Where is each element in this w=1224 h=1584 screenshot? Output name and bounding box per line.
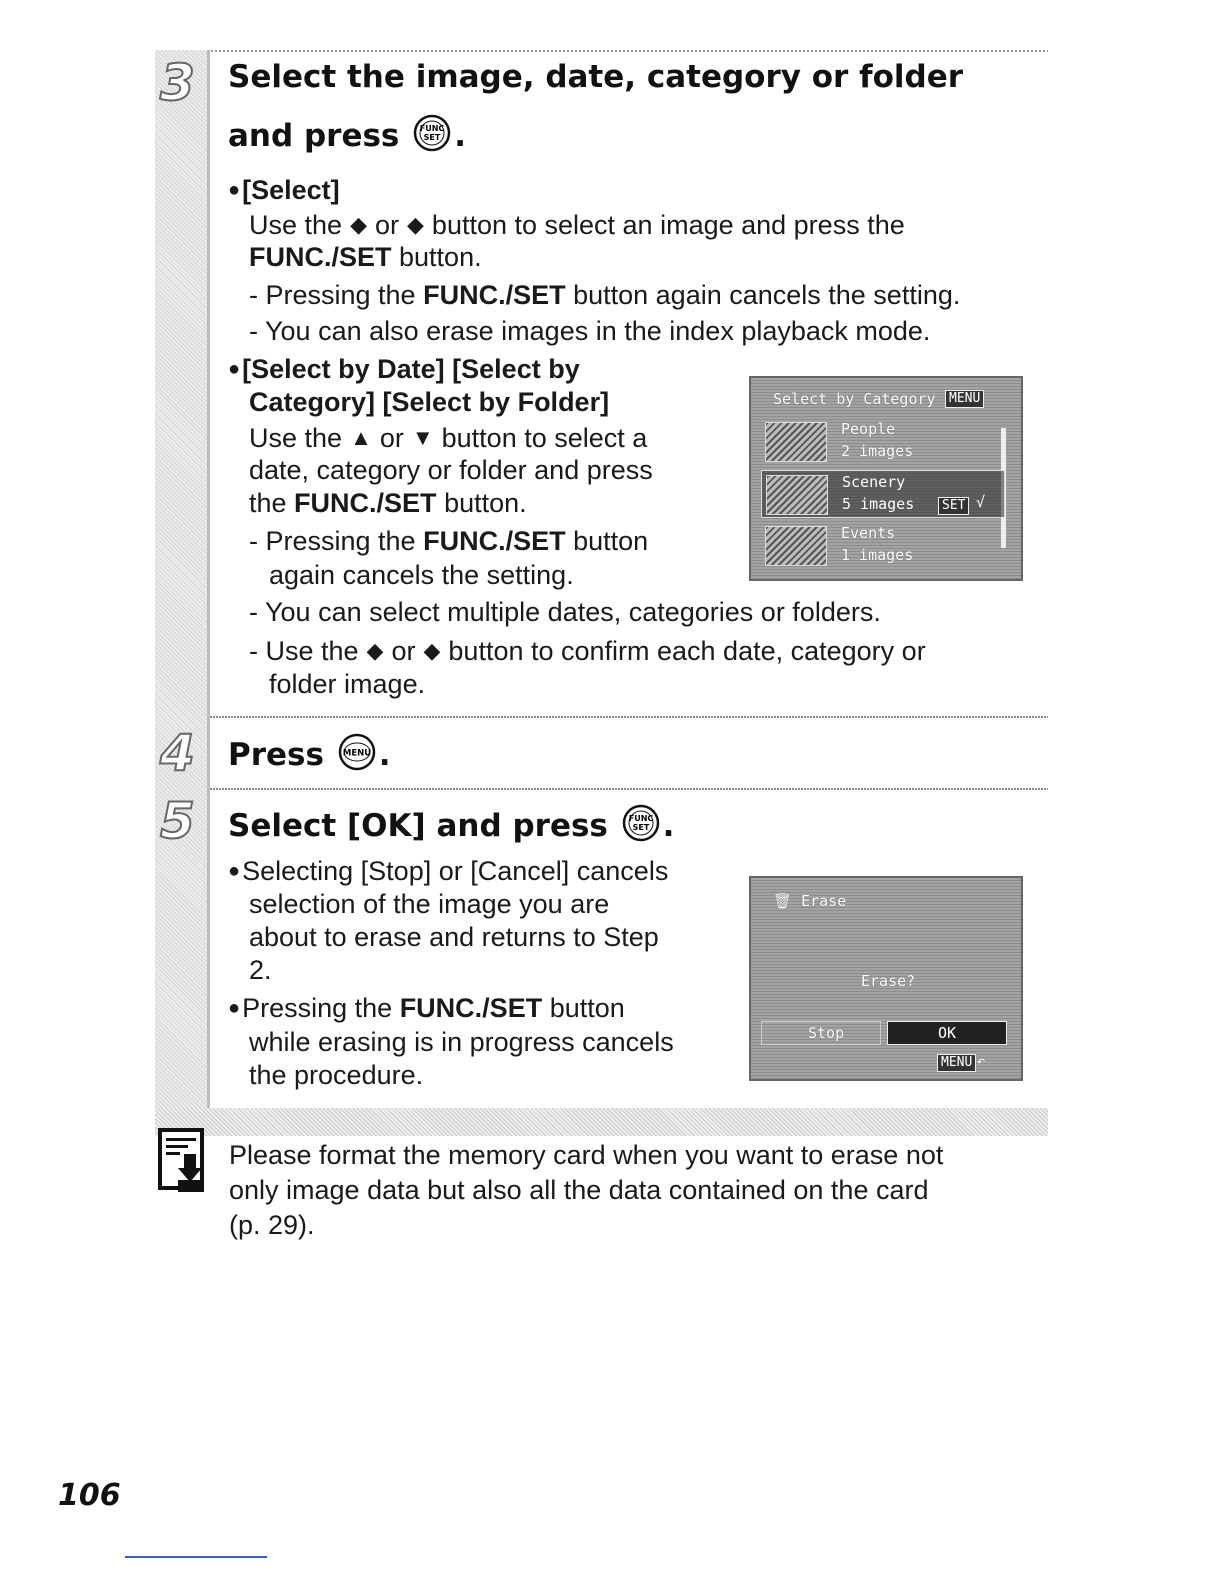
- bydate-line1: [249, 421, 647, 455]
- erase-question: Erase?: [861, 972, 916, 990]
- category-name: Scenery: [842, 473, 906, 491]
- select-title-text: [Select]: [242, 175, 340, 205]
- note-line3: (p. 29).: [229, 1210, 315, 1240]
- category-count: 1 images: [841, 546, 914, 564]
- text: or: [391, 636, 416, 666]
- menu-badge: [945, 388, 984, 408]
- text: Use the: [249, 423, 343, 453]
- ok-label: OK: [938, 1024, 957, 1042]
- separator-step4: [210, 716, 1048, 718]
- footer-rule: [125, 1556, 267, 1558]
- text: button.: [436, 488, 527, 518]
- text: Use the: [249, 210, 343, 240]
- step-heading: [228, 60, 963, 96]
- heading-text: Select [OK] and press: [228, 807, 608, 844]
- text: or: [374, 210, 399, 240]
- text: button: [542, 993, 625, 1023]
- text: Selecting [Stop] or [Cancel] cancels: [242, 856, 669, 886]
- step-number: 3: [160, 54, 195, 112]
- step-heading: [228, 803, 674, 852]
- step5-bullet2: [228, 992, 625, 1025]
- text: - Use the: [249, 636, 359, 666]
- text: button again cancels the setting.: [565, 280, 961, 310]
- thumbnail: [765, 422, 827, 462]
- step5-bullet2-line2: while erasing is in progress cancels: [249, 1027, 674, 1057]
- bottom-bar: [155, 1108, 1048, 1136]
- bydate-line3: [249, 487, 527, 520]
- check-icon: √: [976, 493, 986, 511]
- bullet-icon: ●: [228, 179, 241, 201]
- arrow-right-icon: ◆: [407, 212, 424, 237]
- thumbnail: [766, 475, 828, 515]
- set-badge-text: SET: [938, 497, 969, 515]
- select-dash2: - You can also erase images in the index playback mode.: [249, 316, 931, 346]
- erase-screen-title: [773, 892, 846, 910]
- memo-icon: [158, 1128, 210, 1199]
- menu-return: [937, 1052, 985, 1072]
- step5-bullet1: [228, 855, 668, 888]
- note-line1: Please format the memory card when you want to erase not: [229, 1140, 944, 1170]
- text: button: [565, 526, 649, 556]
- category-row: [761, 522, 1005, 570]
- arrow-left-icon: ◆: [350, 212, 367, 237]
- bullet-icon: ●: [228, 860, 241, 882]
- arrow-down-icon: ▼: [411, 425, 434, 450]
- svg-text:FUNC: FUNC: [628, 814, 653, 823]
- text: FUNC./SET: [399, 993, 543, 1023]
- step5-bullet1-line4: 2.: [249, 955, 272, 985]
- menu-badge-text: MENU: [937, 1054, 976, 1072]
- ok-option-selected: [887, 1021, 1007, 1045]
- step-heading: [228, 732, 391, 781]
- svg-text:SET: SET: [632, 823, 650, 832]
- func-set-button-icon: [412, 113, 452, 162]
- text: or: [379, 423, 404, 453]
- trash-icon: 🗑: [773, 892, 793, 910]
- text: [Select by Date] [Select by: [242, 354, 580, 384]
- bydate-title1: [228, 353, 580, 386]
- bydate-line2: date, category or folder and press: [249, 455, 653, 485]
- arrow-right-icon: ◆: [423, 638, 441, 663]
- step-rail: [155, 50, 207, 1110]
- menu-badge-text: MENU: [945, 390, 984, 408]
- arrow-up-icon: ▲: [350, 425, 372, 450]
- arrow-left-icon: ◆: [366, 638, 384, 663]
- select-line1: [249, 208, 905, 242]
- text: FUNC./SET: [423, 526, 566, 556]
- bydate-dash1-cont: again cancels the setting.: [269, 560, 574, 590]
- heading-line: Select the image, date, category or folder: [228, 59, 964, 95]
- heading-text: Press: [228, 736, 324, 773]
- bydate-dash1: [249, 525, 648, 558]
- step-number: 4: [160, 724, 195, 782]
- step5-bullet1-line2: selection of the image you are: [249, 889, 610, 919]
- select-line2: [249, 241, 482, 274]
- heading-period: .: [662, 807, 675, 844]
- heading-period: .: [454, 117, 466, 154]
- category-row: [761, 418, 1005, 466]
- select-dash1: [249, 279, 960, 312]
- top-rule: [155, 50, 1048, 52]
- text: FUNC./SET: [423, 280, 566, 310]
- text: button.: [391, 242, 482, 272]
- category-count: 5 images: [842, 495, 915, 513]
- step5-bullet2-line3: the procedure.: [249, 1060, 424, 1090]
- text: Pressing the: [242, 993, 400, 1023]
- bydate-dash2: - You can select multiple dates, categories or folders.: [249, 597, 881, 627]
- step-rail-edge: [207, 50, 210, 1110]
- page-number: 106: [58, 1478, 121, 1513]
- step5-bullet1-line3: about to erase and returns to Step: [249, 922, 659, 952]
- select-title: [228, 174, 340, 207]
- step-heading-line2: [228, 113, 466, 162]
- return-icon: ↶: [976, 1052, 986, 1070]
- note-line2: only image data but also all the data contained on the card: [229, 1175, 929, 1205]
- category-screen: [749, 376, 1023, 581]
- category-name: People: [841, 420, 896, 438]
- bydate-title2: Category] [Select by Folder]: [249, 387, 610, 417]
- category-name: Events: [841, 524, 896, 542]
- text: - Pressing the: [249, 280, 424, 310]
- menu-button-icon: [337, 732, 377, 781]
- svg-text:MENU: MENU: [342, 748, 371, 759]
- bullet-icon: ●: [228, 997, 241, 1019]
- category-count: 2 images: [841, 442, 914, 460]
- stop-option: [761, 1021, 881, 1045]
- bydate-dash3-cont: folder image.: [269, 669, 426, 699]
- thumbnail: [765, 526, 827, 566]
- heading-line: and press: [228, 117, 400, 154]
- bullet-icon: ●: [228, 358, 241, 380]
- text: button to select an image and press the: [431, 210, 905, 240]
- set-badge: [938, 495, 969, 515]
- heading-period: .: [378, 736, 391, 773]
- separator-step5: [210, 788, 1048, 790]
- text: - Pressing the: [249, 526, 424, 556]
- svg-text:FUNC: FUNC: [419, 124, 445, 133]
- category-row-selected: [761, 470, 1005, 518]
- stop-label: Stop: [808, 1024, 845, 1042]
- bydate-dash3: [249, 634, 926, 668]
- text: the: [249, 488, 295, 518]
- erase-title-text: Erase: [801, 892, 847, 910]
- svg-text:SET: SET: [423, 133, 441, 142]
- text: button to confirm each date, category or: [448, 636, 926, 666]
- func-set-button-icon: [621, 803, 661, 852]
- text: button to select a: [441, 423, 648, 453]
- text: FUNC./SET: [249, 242, 392, 272]
- category-screen-title: Select by Category: [773, 390, 936, 408]
- step-number: 5: [160, 792, 195, 850]
- text: FUNC./SET: [294, 488, 437, 518]
- erase-screen: [749, 876, 1023, 1081]
